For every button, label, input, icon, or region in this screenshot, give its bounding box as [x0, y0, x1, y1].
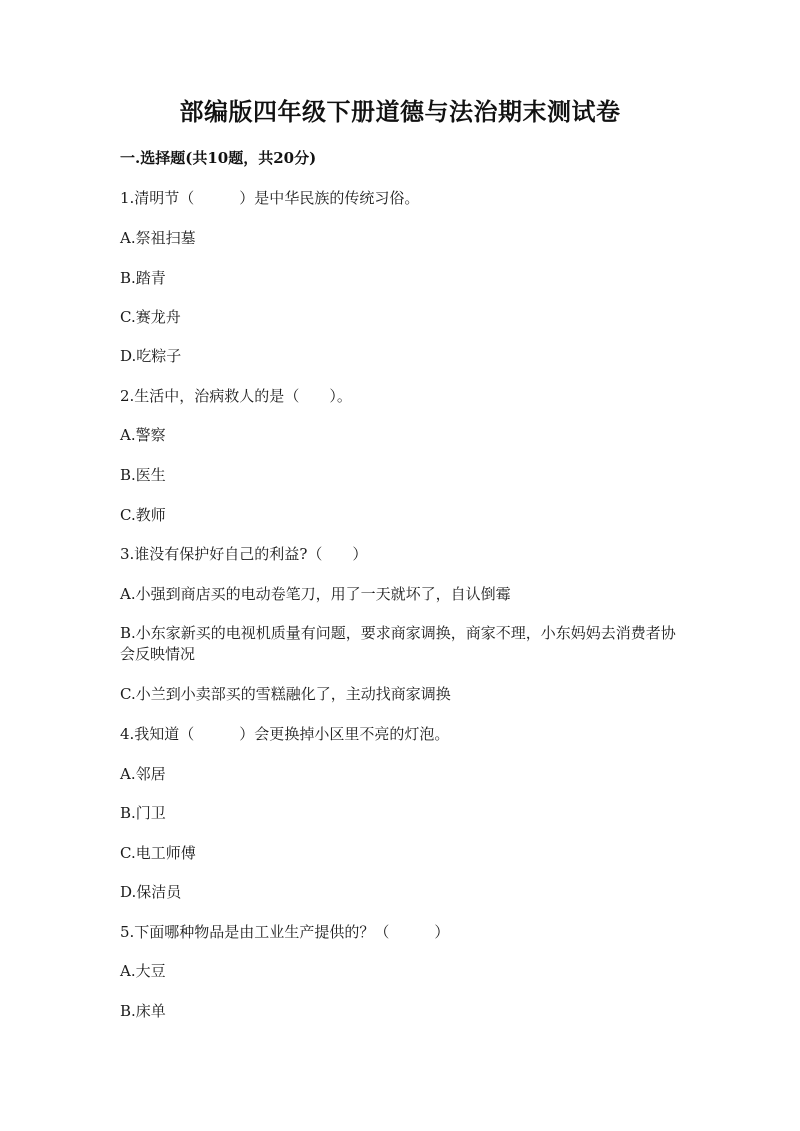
question-4-option-d: D.保洁员 — [120, 883, 182, 901]
question-3-stem: 3.谁没有保护好自己的利益?（ ） — [120, 545, 368, 563]
question-1-option-a: A.祭祖扫墓 — [120, 229, 196, 247]
section-heading: 一.选择题(共10题，共20分) — [120, 149, 317, 167]
question-4-stem: 4.我知道（ ）会更换掉小区里不亮的灯泡。 — [120, 725, 450, 743]
question-4-option-b: B.门卫 — [120, 804, 166, 822]
question-3-option-b: B.小东家新买的电视机质量有问题，要求商家调换，商家不理，小东妈妈去消费者协会反映情况 — [120, 624, 676, 663]
question-5-option-b: B.床单 — [120, 1002, 166, 1020]
question-1-option-d: D.吃粽子 — [120, 347, 182, 365]
question-2-option-b: B.医生 — [120, 466, 166, 484]
question-4-option-c: C.电工师傅 — [120, 844, 196, 862]
question-3-option-a: A.小强到商店买的电动卷笔刀，用了一天就坏了，自认倒霉 — [120, 585, 511, 603]
question-1-stem: 1.清明节（ ）是中华民族的传统习俗。 — [120, 189, 420, 207]
question-2-option-c: C.教师 — [120, 506, 166, 524]
question-5-stem: 5.下面哪种物品是由工业生产提供的？（ ） — [120, 923, 450, 941]
question-1-option-c: C.赛龙舟 — [120, 308, 181, 326]
question-5-option-a: A.大豆 — [120, 962, 166, 980]
question-1-option-b: B.踏青 — [120, 269, 166, 287]
question-2-stem: 2.生活中，治病救人的是（ ）。 — [120, 387, 352, 405]
question-3-option-c: C.小兰到小卖部买的雪糕融化了，主动找商家调换 — [120, 685, 451, 703]
question-4-option-a: A.邻居 — [120, 765, 166, 783]
question-2-option-a: A.警察 — [120, 426, 166, 444]
document-title: 部编版四年级下册道德与法治期末测试卷 — [179, 97, 621, 126]
